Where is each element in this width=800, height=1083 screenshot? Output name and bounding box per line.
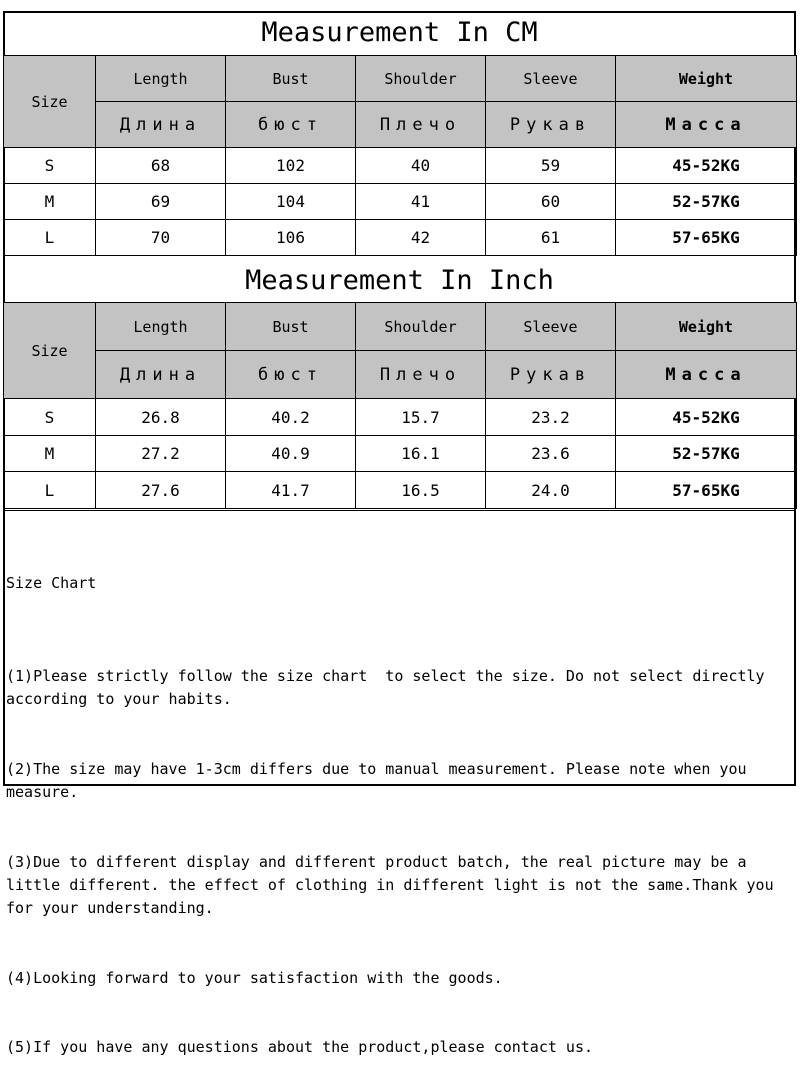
cm-header-ru-shoulder: Плечо bbox=[356, 102, 486, 148]
length-cell: 69 bbox=[96, 184, 226, 220]
inch-header-sleeve: Sleeve bbox=[486, 303, 616, 351]
cm-header-shoulder: Shoulder bbox=[356, 56, 486, 102]
sleeve-cell: 24.0 bbox=[486, 472, 616, 509]
sleeve-cell: 59 bbox=[486, 148, 616, 184]
inch-header-ru-sleeve: Рукав bbox=[486, 351, 616, 399]
weight-cell: 45-52KG bbox=[616, 148, 797, 184]
cm-header-sleeve: Sleeve bbox=[486, 56, 616, 102]
size-cell: M bbox=[4, 436, 96, 472]
cm-size-header: Size bbox=[4, 56, 96, 148]
inch-header-bust: Bust bbox=[226, 303, 356, 351]
divider bbox=[3, 302, 796, 303]
size-cell: L bbox=[4, 472, 96, 509]
cm-size-table bbox=[3, 55, 797, 256]
bust-cell: 104 bbox=[226, 184, 356, 220]
shoulder-cell: 40 bbox=[356, 148, 486, 184]
table-row bbox=[4, 399, 797, 436]
inch-header-ru-weight: Масса bbox=[616, 351, 797, 399]
size-cell: S bbox=[4, 399, 96, 436]
table-row bbox=[4, 148, 797, 184]
length-cell: 27.6 bbox=[96, 472, 226, 509]
weight-cell: 52-57KG bbox=[616, 184, 797, 220]
cm-header-row-ru bbox=[4, 102, 797, 148]
cm-header-ru-sleeve: Рукав bbox=[486, 102, 616, 148]
cm-header-weight: Weight bbox=[616, 56, 797, 102]
sleeve-cell: 23.6 bbox=[486, 436, 616, 472]
cm-header-row-en bbox=[4, 56, 797, 102]
bust-cell: 102 bbox=[226, 148, 356, 184]
inch-header-ru-length: Длина bbox=[96, 351, 226, 399]
weight-cell: 57-65KG bbox=[616, 472, 797, 509]
table-row bbox=[4, 436, 797, 472]
cm-header-ru-length: Длина bbox=[96, 102, 226, 148]
size-cell: M bbox=[4, 184, 96, 220]
bust-cell: 40.9 bbox=[226, 436, 356, 472]
sleeve-cell: 60 bbox=[486, 184, 616, 220]
shoulder-cell: 42 bbox=[356, 220, 486, 256]
inch-size-table bbox=[3, 302, 797, 509]
table-row bbox=[4, 184, 797, 220]
note-line: (2)The size may have 1-3cm differs due to manual measurement. Please note when you measure. bbox=[6, 759, 756, 802]
length-cell: 70 bbox=[96, 220, 226, 256]
bust-cell: 41.7 bbox=[226, 472, 356, 509]
note-line: (1)Please strictly follow the size chart to select the size. Do not select directly according to your habits. bbox=[6, 667, 774, 709]
weight-cell: 45-52KG bbox=[616, 399, 797, 436]
weight-cell: 52-57KG bbox=[616, 436, 797, 472]
length-cell: 27.2 bbox=[96, 436, 226, 472]
size-cell: S bbox=[4, 148, 96, 184]
inch-header-length: Length bbox=[96, 303, 226, 351]
table-row bbox=[4, 472, 797, 509]
inch-header-ru-bust: бюст bbox=[226, 351, 356, 399]
shoulder-cell: 16.1 bbox=[356, 436, 486, 472]
cm-header-length: Length bbox=[96, 56, 226, 102]
divider bbox=[3, 510, 796, 511]
cm-header-ru-weight: Масса bbox=[616, 102, 797, 148]
inch-header-ru-shoulder: Плечо bbox=[356, 351, 486, 399]
cm-header-ru-bust: бюст bbox=[226, 102, 356, 148]
note-line: (3)Due to different display and different product batch, the real picture may be a little different. the effect of clothing in different light is not the same.Thank you for your understanding. bbox=[6, 852, 783, 918]
note-line: (4)Looking forward to your satisfaction with the goods. bbox=[6, 968, 503, 987]
notes-title: Size Chart bbox=[6, 574, 97, 593]
inch-header-weight: Weight bbox=[616, 303, 797, 351]
cm-section-title: Measurement In CM bbox=[261, 17, 538, 48]
sleeve-cell: 61 bbox=[486, 220, 616, 256]
size-notes bbox=[6, 526, 796, 1083]
bust-cell: 106 bbox=[226, 220, 356, 256]
size-cell: L bbox=[4, 220, 96, 256]
shoulder-cell: 16.5 bbox=[356, 472, 486, 509]
table-row bbox=[4, 220, 797, 256]
inch-header-row-ru bbox=[4, 351, 797, 399]
length-cell: 26.8 bbox=[96, 399, 226, 436]
divider bbox=[3, 55, 796, 56]
note-line: (5)If you have any questions about the product,please contact us. bbox=[6, 1038, 593, 1057]
shoulder-cell: 15.7 bbox=[356, 399, 486, 436]
inch-section-title: Measurement In Inch bbox=[245, 265, 554, 296]
sleeve-cell: 23.2 bbox=[486, 399, 616, 436]
length-cell: 68 bbox=[96, 148, 226, 184]
weight-cell: 57-65KG bbox=[616, 220, 797, 256]
cm-header-bust: Bust bbox=[226, 56, 356, 102]
shoulder-cell: 41 bbox=[356, 184, 486, 220]
inch-header-row-en bbox=[4, 303, 797, 351]
bust-cell: 40.2 bbox=[226, 399, 356, 436]
inch-size-header: Size bbox=[4, 303, 96, 399]
inch-header-shoulder: Shoulder bbox=[356, 303, 486, 351]
